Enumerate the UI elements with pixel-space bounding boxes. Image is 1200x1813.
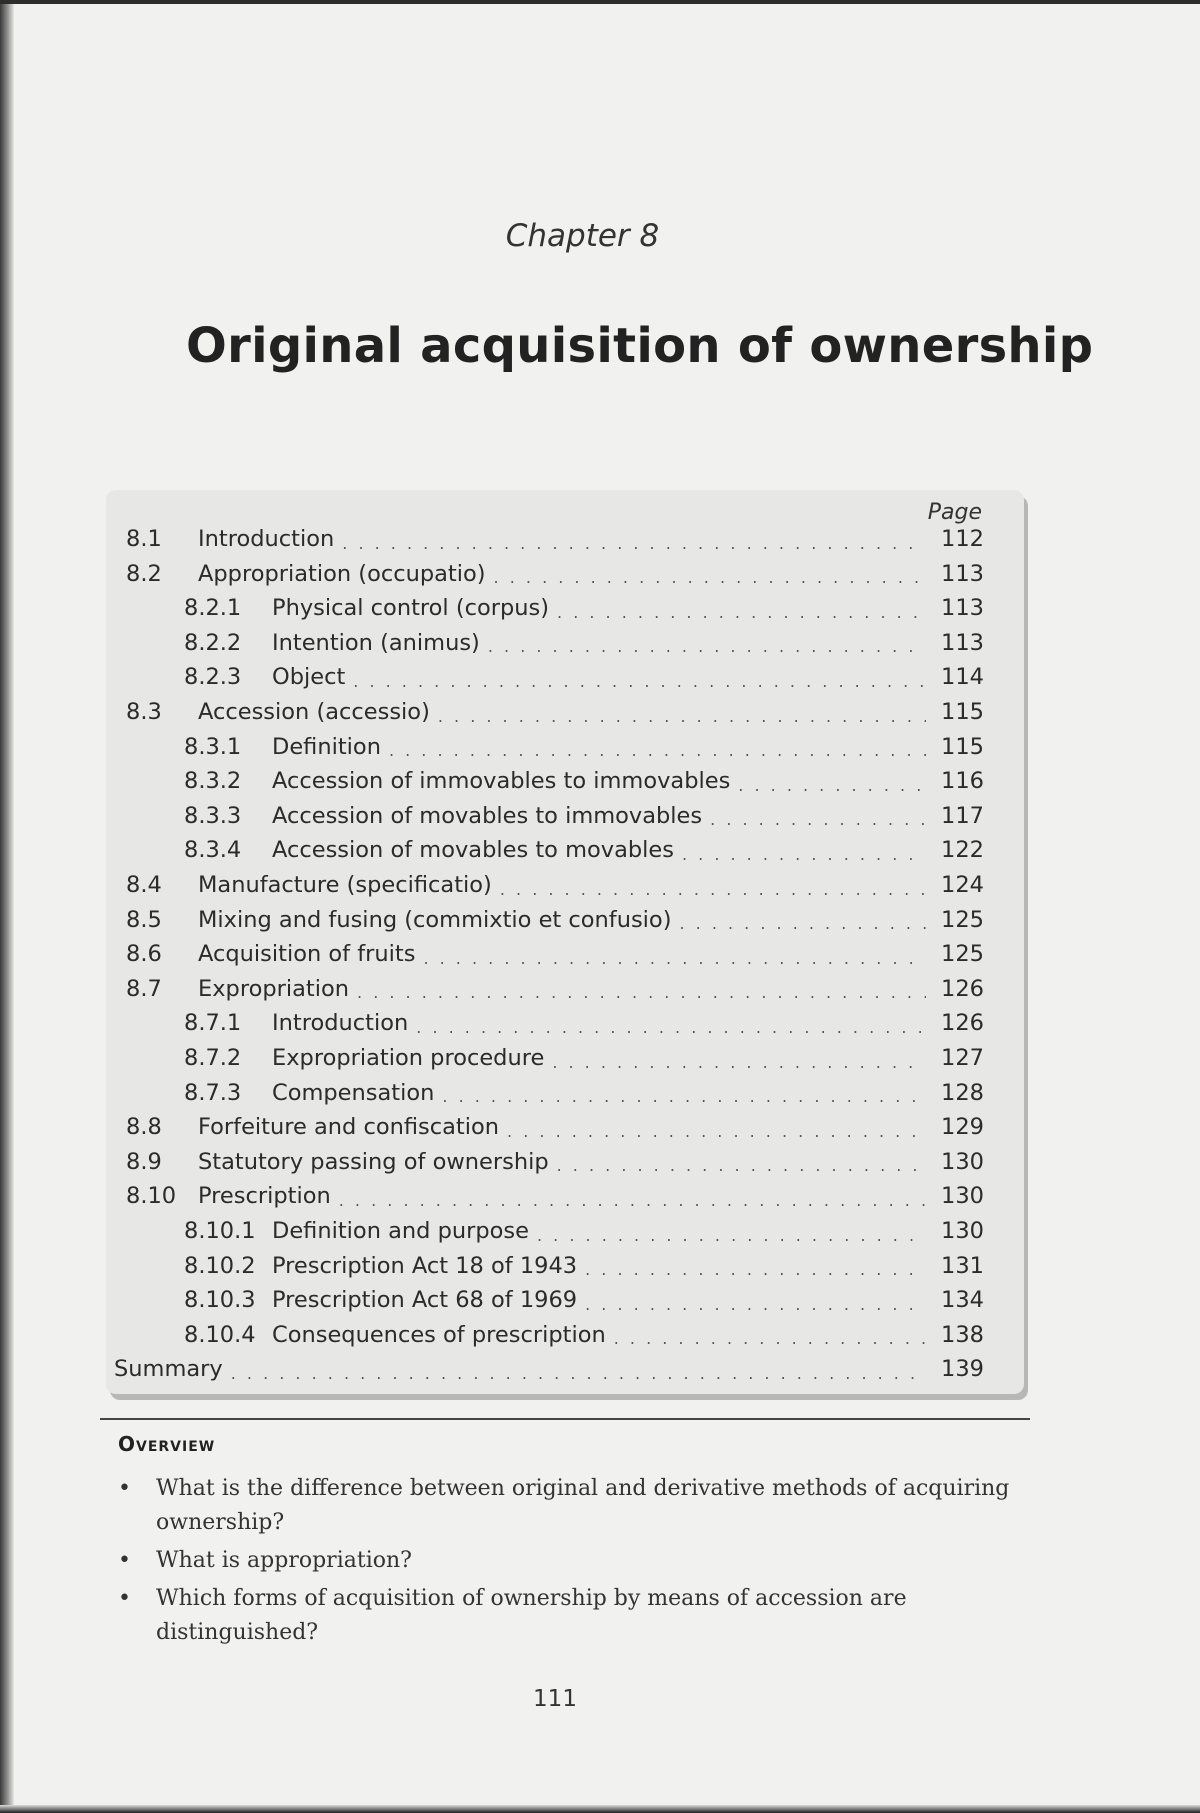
- toc-leader-dots: [342, 534, 926, 553]
- toc-entry: [106, 591, 1024, 625]
- toc-leader-dots: [507, 1122, 926, 1141]
- toc-entry-title: Prescription Act 18 of 1943: [272, 1252, 578, 1279]
- overview-item: [112, 1544, 1012, 1578]
- toc-entry-number: 8.10.1: [184, 1218, 256, 1244]
- toc-entry: [106, 1145, 1024, 1179]
- toc-entry-page: 115: [941, 733, 984, 760]
- toc-entry-number: 8.5: [126, 906, 162, 933]
- toc-entry: [106, 660, 1024, 694]
- toc-entry-page: 128: [941, 1079, 984, 1106]
- toc-entry-title: Prescription Act 68 of 1969: [272, 1287, 578, 1314]
- toc-entry-title: Prescription: [198, 1183, 331, 1210]
- toc-leader-dots: [500, 880, 926, 899]
- toc-entry-page: 131: [941, 1252, 984, 1279]
- toc-leader-dots: [585, 1260, 926, 1279]
- toc-entry: [106, 972, 1024, 1006]
- overview-item: [112, 1582, 1012, 1650]
- toc-leader-dots: [557, 603, 926, 622]
- bullet-icon: •: [118, 1586, 131, 1611]
- section-divider: [100, 1418, 1030, 1420]
- chapter-label: Chapter 8: [505, 218, 660, 254]
- toc-entry-title: Summary: [114, 1356, 223, 1383]
- toc-entry-number: 8.10: [126, 1183, 177, 1210]
- toc-entry-title: Accession of movables to immovables: [272, 802, 703, 829]
- toc-entry-number: 8.4: [126, 872, 162, 898]
- toc-leader-dots: [488, 637, 926, 656]
- toc-entry-title: Statutory passing of ownership: [198, 1148, 549, 1175]
- toc-entry-number: 8.3: [126, 699, 162, 725]
- toc-entry: [106, 1076, 1024, 1110]
- toc-entry-number: 8.7.2: [184, 1045, 242, 1071]
- toc-entry-page: 130: [941, 1218, 984, 1244]
- toc-entry-page: 139: [941, 1356, 984, 1383]
- toc-entry: [106, 903, 1024, 937]
- toc-leader-dots: [423, 949, 926, 968]
- table-of-contents: [106, 490, 1024, 1394]
- toc-entry-number: 8.7.1: [184, 1010, 242, 1037]
- toc-page-header: Page: [927, 500, 982, 525]
- toc-entry: [106, 1110, 1024, 1144]
- toc-entry-title: Definition and purpose: [272, 1218, 529, 1244]
- toc-entry: [106, 730, 1024, 764]
- toc-entry-title: Definition: [272, 733, 381, 760]
- toc-entry-number: 8.9: [126, 1148, 162, 1175]
- toc-leader-dots: [339, 1191, 926, 1210]
- toc-entry-page: 113: [941, 560, 984, 587]
- toc-entry: [106, 1041, 1024, 1075]
- toc-entry: [106, 1179, 1024, 1213]
- toc-leader-dots: [682, 845, 926, 864]
- toc-entry-number: 8.2: [126, 560, 162, 587]
- toc-entry: [106, 868, 1024, 902]
- toc-entry-page: 138: [941, 1321, 984, 1348]
- toc-entry-number: 8.1: [126, 526, 162, 552]
- toc-entry-title: Introduction: [198, 526, 335, 552]
- toc-entry-title: Forfeiture and confiscation: [198, 1114, 500, 1141]
- toc-entry-page: 113: [941, 595, 984, 622]
- page-number: 111: [533, 1686, 577, 1712]
- toc-leader-dots: [710, 810, 926, 829]
- toc-entry-number: 8.3.4: [184, 837, 242, 864]
- overview-item-text: What is appropriation?: [156, 1548, 412, 1573]
- overview-heading: Overview: [118, 1432, 216, 1456]
- overview-item: [112, 1472, 1012, 1540]
- top-page-edge: [0, 0, 1200, 4]
- toc-entry-page: 115: [941, 699, 984, 725]
- toc-entry: [106, 799, 1024, 833]
- chapter-title: Original acquisition of ownership: [186, 318, 1094, 374]
- toc-entry-number: 8.8: [126, 1114, 162, 1141]
- overview-item-text: Which forms of acquisition of ownership by means of accession are distinguished?: [156, 1586, 907, 1645]
- toc-leader-dots: [442, 1087, 926, 1106]
- toc-entry-title: Physical control (corpus): [272, 595, 550, 622]
- toc-entry-title: Intention (animus): [272, 629, 480, 656]
- toc-leader-dots: [552, 1053, 926, 1072]
- bullet-icon: •: [118, 1476, 131, 1501]
- toc-entry-title: Accession of immovables to immovables: [272, 768, 731, 795]
- toc-entry-page: 122: [941, 837, 984, 864]
- toc-leader-dots: [357, 983, 926, 1002]
- toc-entry: [106, 1214, 1024, 1248]
- toc-entry-number: 8.10.3: [184, 1287, 256, 1314]
- toc-entry: [106, 1249, 1024, 1283]
- toc-leader-dots: [231, 1364, 926, 1383]
- toc-entry-page: 112: [941, 526, 984, 552]
- toc-entry-page: 125: [941, 941, 984, 968]
- toc-entry-title: Object: [272, 664, 346, 691]
- toc-leader-dots: [353, 672, 926, 691]
- toc-entry-title: Manufacture (specificatio): [198, 872, 492, 898]
- toc-entry-page: 130: [941, 1148, 984, 1175]
- toc-entry-number: 8.6: [126, 941, 162, 968]
- toc-entry-title: Compensation: [272, 1079, 435, 1106]
- toc-entry-number: 8.2.3: [184, 664, 242, 691]
- toc-leader-dots: [679, 914, 926, 933]
- toc-leader-dots: [557, 1156, 926, 1175]
- bottom-page-edge: [0, 1805, 1200, 1813]
- toc-entry-number: 8.3.3: [184, 802, 242, 829]
- toc-entry-page: 127: [941, 1045, 984, 1071]
- toc-entry-number: 8.7: [126, 975, 162, 1002]
- toc-leader-dots: [438, 707, 926, 726]
- toc-entry-page: 124: [941, 872, 984, 898]
- toc-leader-dots: [614, 1329, 926, 1348]
- toc-entry-number: 8.3.2: [184, 768, 242, 795]
- toc-entry-page: 114: [941, 664, 984, 691]
- toc-entry-page: 130: [941, 1183, 984, 1210]
- toc-entry: [106, 1283, 1024, 1317]
- toc-entry: [106, 764, 1024, 798]
- toc-leader-dots: [585, 1295, 926, 1314]
- toc-entry: [106, 1352, 1024, 1386]
- toc-entry-number: 8.10.4: [184, 1321, 256, 1348]
- toc-entry-page: 126: [941, 975, 984, 1002]
- toc-entry-page: 129: [941, 1114, 984, 1141]
- toc-entry-title: Acquisition of fruits: [198, 941, 416, 968]
- toc-entry-page: 117: [941, 802, 984, 829]
- toc-entry: [106, 937, 1024, 971]
- overview-list: [112, 1472, 1012, 1654]
- toc-entry: [106, 522, 1024, 556]
- toc-leader-dots: [738, 776, 926, 795]
- toc-leader-dots: [494, 568, 926, 587]
- toc-entry-title: Expropriation procedure: [272, 1045, 545, 1071]
- toc-entry-title: Accession of movables to movables: [272, 837, 674, 864]
- toc-entry-page: 116: [941, 768, 984, 795]
- toc-leader-dots: [537, 1226, 926, 1245]
- toc-entry-title: Introduction: [272, 1010, 409, 1037]
- toc-leader-dots: [416, 1018, 926, 1037]
- toc-leader-dots: [389, 741, 926, 760]
- toc-entry-title: Appropriation (occupatio): [198, 560, 486, 587]
- bullet-icon: •: [118, 1548, 131, 1573]
- toc-entry-number: 8.10.2: [184, 1252, 256, 1279]
- toc-entry-page: 126: [941, 1010, 984, 1037]
- toc-entry: [106, 1318, 1024, 1352]
- toc-entry: [106, 695, 1024, 729]
- toc-entry-number: 8.2.2: [184, 629, 242, 656]
- toc-entry-title: Accession (accessio): [198, 699, 430, 725]
- toc-entry: [106, 557, 1024, 591]
- toc-entry-page: 113: [941, 629, 984, 656]
- overview-item-text: What is the difference between original and derivative methods of acquiring ownership?: [156, 1476, 1010, 1535]
- toc-entry-title: Mixing and fusing (commixtio et confusio): [198, 906, 672, 933]
- toc-entry-title: Expropriation: [198, 975, 350, 1002]
- toc-entry: [106, 1006, 1024, 1040]
- toc-entry-title: Consequences of prescription: [272, 1321, 606, 1348]
- toc-entry-number: 8.7.3: [184, 1079, 242, 1106]
- toc-entry: [106, 626, 1024, 660]
- toc-entry: [106, 833, 1024, 867]
- book-spine-shadow: [0, 0, 14, 1813]
- toc-entry-page: 125: [941, 906, 984, 933]
- toc-entry-number: 8.3.1: [184, 733, 242, 760]
- toc-entry-page: 134: [941, 1287, 984, 1314]
- toc-entry-number: 8.2.1: [184, 595, 242, 622]
